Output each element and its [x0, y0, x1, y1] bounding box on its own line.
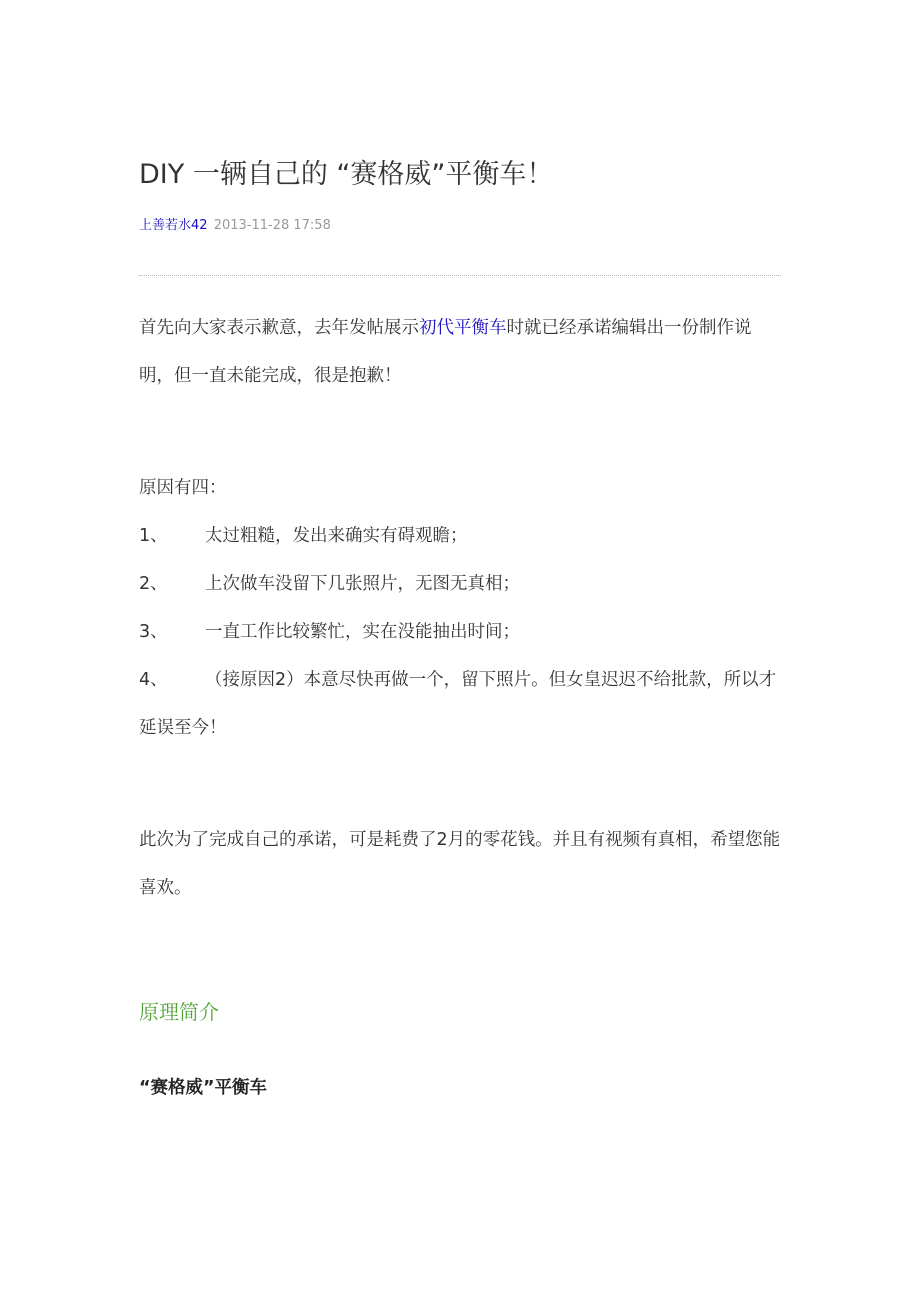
list-item-text: 太过粗糙，发出来确实有碍观瞻；	[205, 526, 468, 546]
intro-text-after: 时就已经承诺编辑出一份制作说明，但一直未能完成，很是抱歉！	[139, 318, 752, 386]
reasons-heading: 原因有四：	[139, 478, 227, 498]
list-item-text: 一直工作比较繁忙，实在没能抽出时间；	[205, 622, 520, 642]
list-item-number: 2、	[139, 574, 168, 594]
section-heading: 原理简介	[139, 1000, 219, 1024]
list-item	[139, 560, 783, 608]
list-item	[139, 512, 783, 560]
article-meta	[139, 216, 331, 236]
post-date: 2013-11-28 17:58	[213, 218, 331, 233]
list-item	[139, 656, 783, 752]
list-item-text: 上次做车没留下几张照片，无图无真相；	[205, 574, 520, 594]
list-item-number: 1、	[139, 526, 168, 546]
list-item	[139, 608, 783, 656]
first-gen-balance-car-link[interactable]: 初代平衡车	[419, 318, 507, 338]
author-link[interactable]: 上善若水42	[139, 218, 208, 233]
article-title: DIY 一辆自己的 “赛格威”平衡车！	[139, 159, 554, 190]
section-subheading: “赛格威”平衡车	[139, 1078, 268, 1098]
divider	[139, 275, 781, 276]
intro-paragraph	[139, 304, 783, 400]
list-item-number: 3、	[139, 622, 168, 642]
closing-paragraph: 此次为了完成自己的承诺，可是耗费了2月的零花钱。并且有视频有真相，希望您能喜欢。	[139, 830, 781, 898]
list-item-number: 4、	[139, 670, 168, 690]
intro-text-before: 首先向大家表示歉意，去年发帖展示	[139, 318, 419, 338]
list-item-text: （接原因2）本意尽快再做一个，留下照片。但女皇迟迟不给批款，所以才延误至今！	[139, 670, 777, 738]
